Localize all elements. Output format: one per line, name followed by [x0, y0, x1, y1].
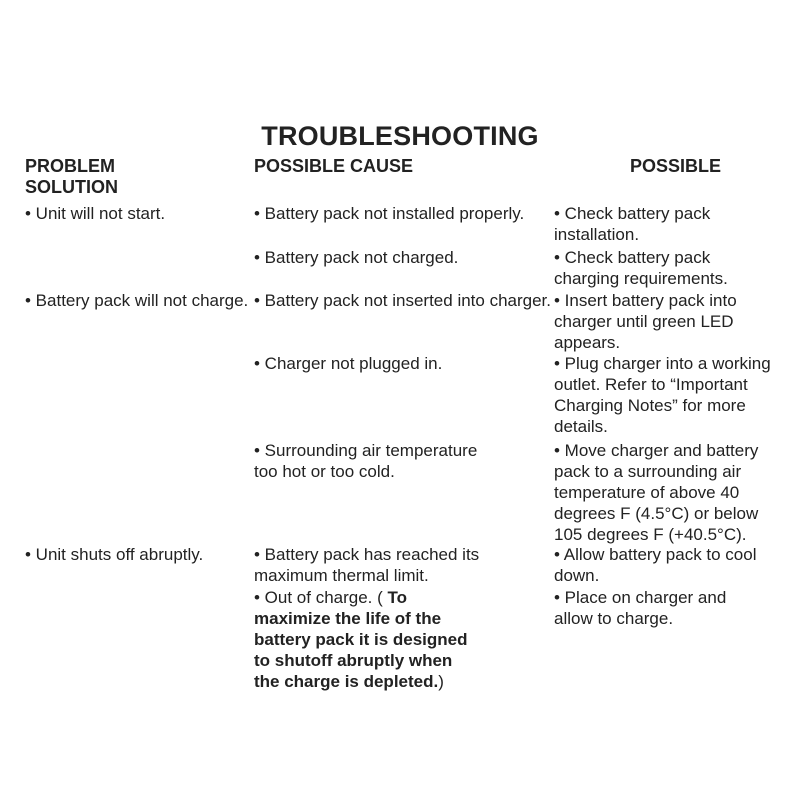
solution-line: 105 degrees F (+40.5°C). [554, 525, 747, 544]
solution-line: • Place on charger and [554, 588, 727, 607]
cause-line [254, 671, 468, 692]
cause-thermal-limit [254, 544, 479, 586]
solution-line: • Plug charger into a working [554, 354, 771, 373]
cause-not-charged [254, 247, 458, 268]
header-problem-solution [25, 156, 118, 198]
solution-check-installation [554, 203, 710, 245]
solution-line: charging requirements. [554, 269, 728, 288]
cause-line: maximum thermal limit. [254, 566, 429, 585]
cause-suffix: ) [438, 672, 444, 691]
solution-plug-charger [554, 353, 771, 437]
cause-line [254, 587, 468, 608]
solution-place-on-charger [554, 587, 726, 629]
cause-air-temperature [254, 440, 477, 482]
solution-line: installation. [554, 225, 640, 244]
solution-line: pack to a surrounding air [554, 462, 742, 481]
cause-out-of-charge [254, 587, 468, 692]
solution-line: temperature of above 40 [554, 483, 740, 502]
cause-line: too hot or too cold. [254, 462, 395, 481]
solution-line: • Move charger and battery [554, 441, 759, 460]
solution-move-charger [554, 440, 758, 545]
solution-line: Charging Notes” for more [554, 396, 746, 415]
problem-will-not-charge: • Battery pack will not charge. [25, 291, 249, 310]
solution-line: charger until green LED [554, 312, 734, 331]
solution-line: • Insert battery pack into [554, 291, 737, 310]
cause-note-bold: battery pack it is designed [254, 630, 468, 649]
problem-shuts-off-abruptly: • Unit shuts off abruptly. [25, 545, 204, 564]
header-solution: SOLUTION [25, 177, 118, 197]
cause-note-bold: To [387, 588, 408, 607]
cause-prefix: • Out of charge. ( [254, 588, 388, 607]
cause-not-inserted [254, 290, 551, 311]
solution-line: allow to charge. [554, 609, 674, 628]
solution-line: details. [554, 417, 608, 436]
solution-check-charging [554, 247, 728, 289]
solution-line: down. [554, 566, 600, 585]
cause-line: • Battery pack not inserted into charger. [254, 291, 552, 310]
solution-line: appears. [554, 333, 621, 352]
solution-allow-cool [554, 544, 757, 586]
cause-line: • Battery pack has reached its [254, 545, 480, 564]
header-possible: POSSIBLE [630, 156, 722, 176]
problem-unit-will-not-start: • Unit will not start. [25, 204, 166, 223]
header-possible-cause: POSSIBLE CAUSE [254, 156, 414, 176]
solution-line: • Allow battery pack to cool [554, 545, 757, 564]
solution-line: degrees F (4.5°C) or below [554, 504, 759, 523]
solution-insert-pack [554, 290, 737, 353]
cause-note-bold: to shutoff abruptly when [254, 651, 453, 670]
cause-note-bold: the charge is depleted. [254, 672, 439, 691]
cause-note-bold: maximize the life of the [254, 609, 442, 628]
cause-line: • Charger not plugged in. [254, 354, 443, 373]
cause-line: • Surrounding air temperature [254, 441, 478, 460]
solution-line: • Check battery pack [554, 204, 711, 223]
page-title: TROUBLESHOOTING [261, 121, 539, 151]
header-problem: PROBLEM [25, 156, 115, 176]
cause-line: • Battery pack not charged. [254, 248, 459, 267]
solution-line: outlet. Refer to “Important [554, 375, 748, 394]
cause-not-plugged [254, 353, 442, 374]
solution-line: • Check battery pack [554, 248, 711, 267]
cause-not-installed [254, 203, 524, 224]
cause-line: • Battery pack not installed properly. [254, 204, 525, 223]
